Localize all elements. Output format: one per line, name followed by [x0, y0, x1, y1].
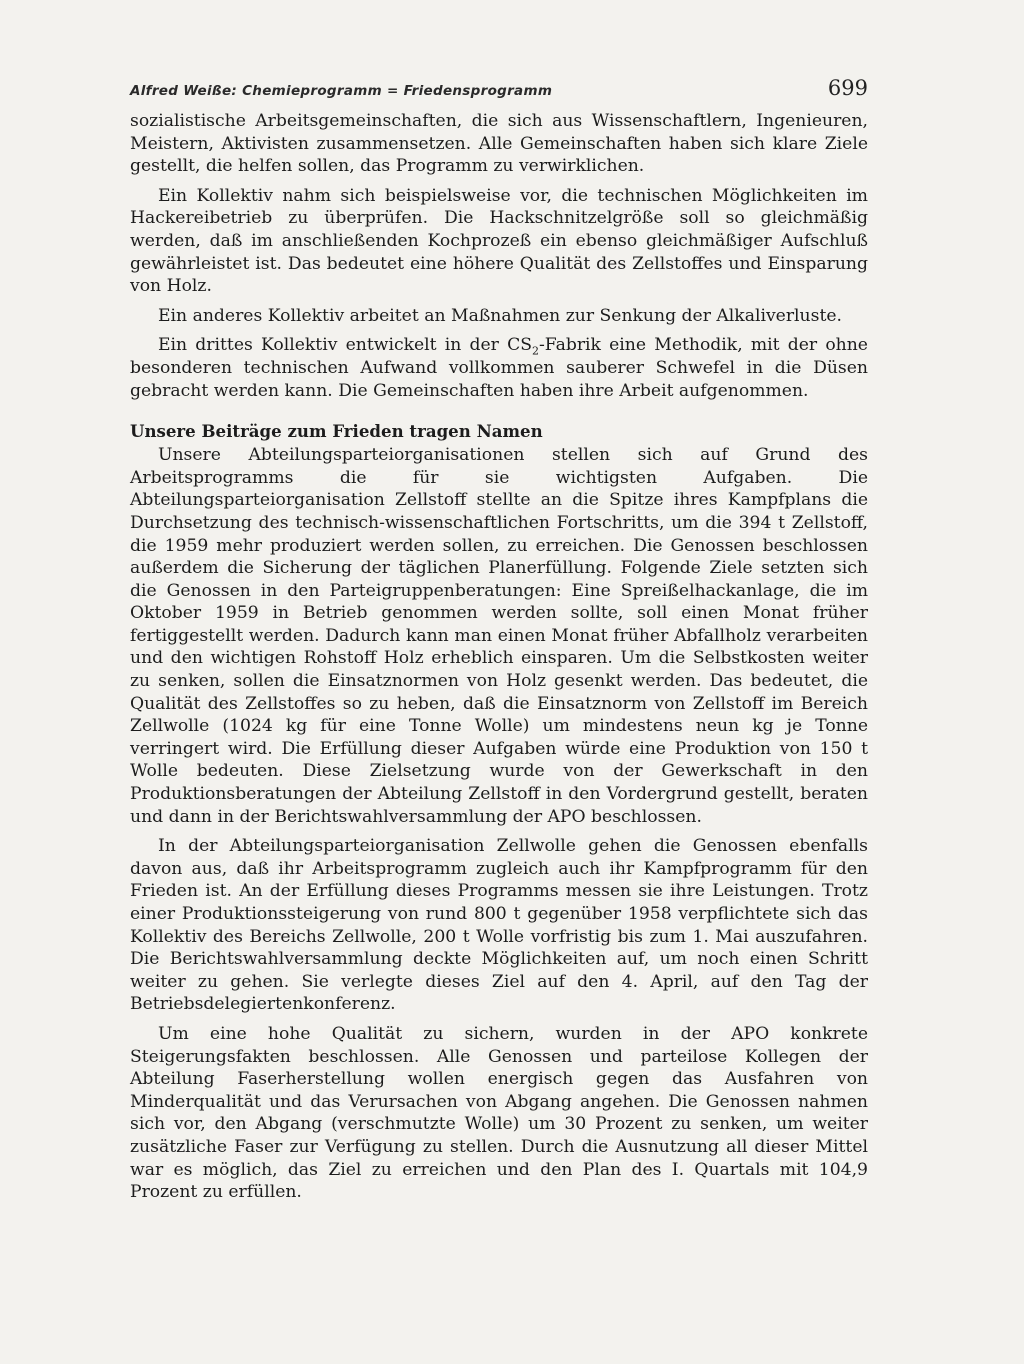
- book-page: [130, 76, 868, 1211]
- paragraph-2: Ein Kollektiv nahm sich beispielsweise vor, die technischen Möglichkeiten im Hackereibetrieb zu überprüfen. Die Hackschnitzelgröße soll so gleichmäßig werden, daß im anschließenden Kochprozeß ein ebenso gleichmäßiger Aufschluß gewährleistet ist. Das bedeutet eine höhere Qualität des Zellstoffes und Einsparung von Holz.: [130, 185, 868, 297]
- paragraph-5: Unsere Abteilungsparteiorganisationen stellen sich auf Grund des Arbeitsprogramms die für sie wichtigsten Aufgaben. Die Abteilungsparteiorganisation Zellstoff stellte an die Spitze ihres Kampfplans die Durchsetzung des technisch-wissenschaftlichen Fortschritts, um die 394 t Zellstoff, die 1959 mehr produziert werden sollen, zu erreichen. Die Genossen beschlossen außerdem die Sicherung der täglichen Planerfüllung. Folgende Ziele setzten sich die Genossen in den Parteigruppenberatungen: Eine Spreißelhackanlage, die im Oktober 1959 in Betrieb genommen werden sollte, soll einen Monat früher fertiggestellt werden. Dadurch kann man einen Monat früher Abfallholz verarbeiten und den wichtigen Rohstoff Holz erheblich einsparen. Um die Selbstkosten weiter zu senken, sollen die Einsatznormen von Holz gesenkt werden. Das bedeutet, die Qualität des Zellstoffes so zu heben, daß die Einsatznorm von Zellstoff im Bereich Zellwolle (1024 kg für eine Tonne Wolle) um mindestens neun kg je Tonne verringert wird. Die Erfüllung dieser Aufgaben würde eine Produktion von 150 t Wolle bedeuten. Diese Zielsetzung wurde von der Gewerkschaft in den Produktionsberatungen der Abteilung Zellstoff in den Vordergrund gestellt, beraten und dann in der Berichtswahlversammlung der APO beschlossen.: [130, 445, 868, 827]
- paragraph-1: sozialistische Arbeitsgemeinschaften, die sich aus Wissenschaftlern, Ingenieuren, Meistern, Aktivisten zusammensetzen. Alle Gemeinschaften haben sich klare Ziele gestellt, die helfen sollen, das Programm zu verwirklichen.: [130, 111, 868, 177]
- paragraph-4: [130, 334, 868, 402]
- paragraph-3: Ein anderes Kollektiv arbeitet an Maßnahmen zur Senkung der Alkaliverluste.: [158, 305, 842, 326]
- paragraph-4-end: -Fabrik eine Methodik, mit der ohne besonderen technischen Aufwand vollkommen sauberer Schwefel in die Düsen gebracht werden kann. Die Gemeinschaften haben ihre Arbeit aufgenommen.: [130, 335, 868, 401]
- running-head: [130, 76, 868, 106]
- section-heading: Unsere Beiträge zum Frieden tragen Namen: [130, 421, 543, 442]
- subscript-2: 2: [532, 344, 539, 358]
- paragraph-6: In der Abteilungsparteiorganisation Zellwolle gehen die Genossen ebenfalls davon aus, daß ihr Arbeitsprogramm zugleich auch ihr Kampfprogramm für den Frieden ist. An der Erfüllung dieses Programms messen sie ihre Leistungen. Trotz einer Produktionssteigerung von rund 800 t gegenüber 1958 verpflichtete sich das Kollektiv des Bereichs Zellwolle, 200 t Wolle vorfristig bis zum 1. Mai auszufahren. Die Berichtswahlversammlung deckte Möglichkeiten auf, um noch einen Schritt weiter zu gehen. Sie verlegte dieses Ziel auf den 4. April, auf den Tag der Betriebsdelegiertenkonferenz.: [130, 836, 868, 1015]
- paragraph-7: Um eine hohe Qualität zu sichern, wurden in der APO konkrete Steigerungsfakten beschlossen. Alle Genossen und parteilose Kollegen der Abteilung Faserherstellung wollen energisch gegen das Ausfahren von Minderqualität und das Verursachen von Abgang angehen. Die Genossen nahmen sich vor, den Abgang (verschmutzte Wolle) um 30 Prozent zu senken, um weiter zusätzliche Faser zur Verfügung zu stellen. Durch die Ausnutzung all dieser Mittel war es möglich, das Ziel zu erreichen und den Plan des I. Quartals mit 104,9 Prozent zu erfüllen.: [130, 1023, 868, 1203]
- paragraph-4-start: Ein drittes Kollektiv entwickelt in der CS: [158, 335, 532, 356]
- page-number: 699: [827, 76, 868, 100]
- running-title: Alfred Weiße: Chemieprogramm = Friedensprogramm: [130, 83, 553, 99]
